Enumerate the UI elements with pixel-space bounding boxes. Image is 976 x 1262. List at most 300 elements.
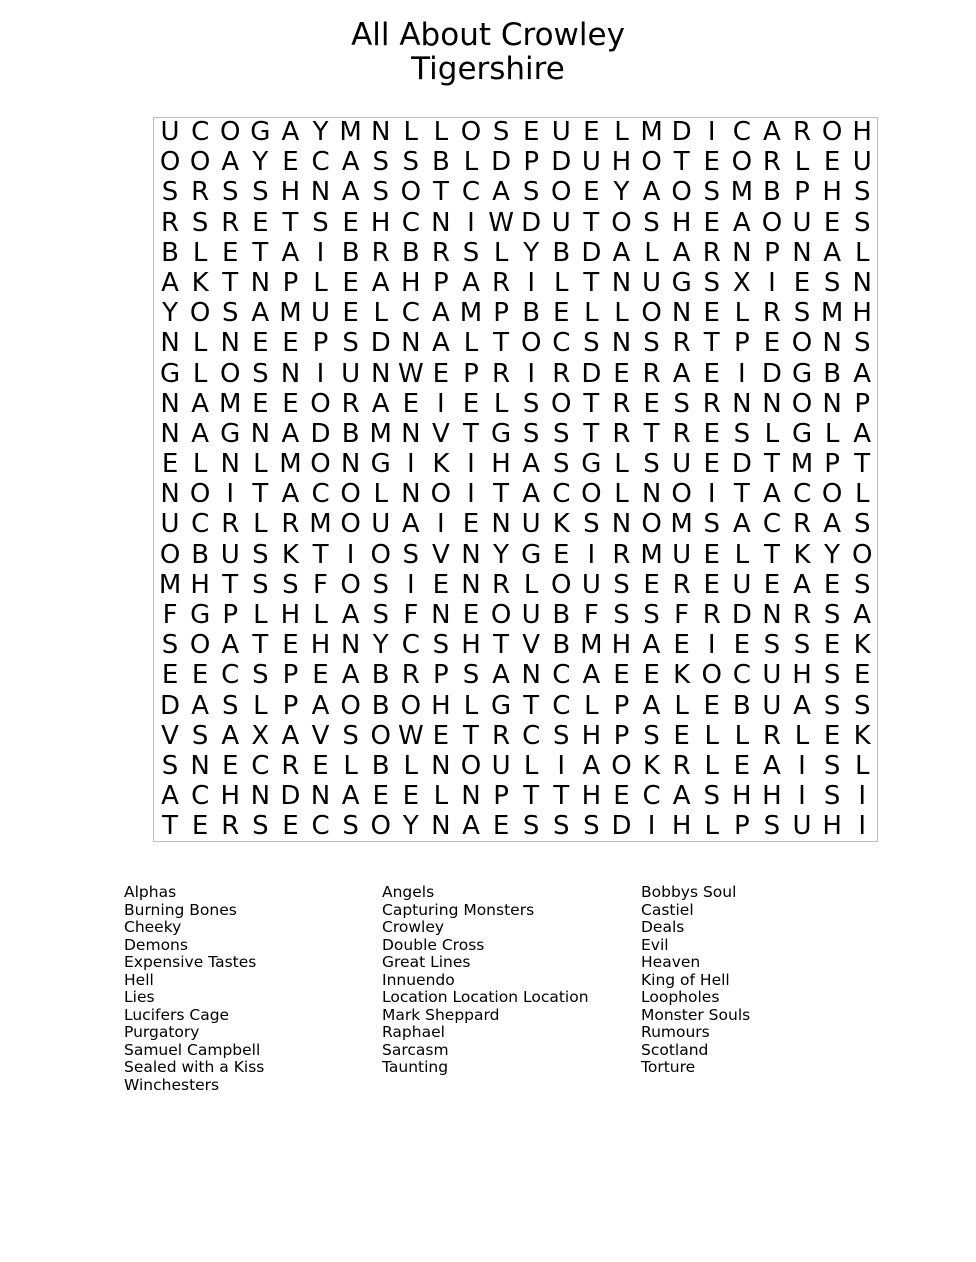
grid-letter: A — [582, 660, 601, 691]
grid-letter: A — [462, 811, 480, 842]
grid-letter: P — [282, 660, 299, 691]
grid-letter: L — [463, 690, 479, 721]
grid-letter: B — [552, 237, 571, 268]
grid-letter: L — [704, 720, 719, 751]
grid-letter: R — [612, 388, 631, 419]
grid-letter: D — [761, 358, 782, 389]
grid-letter: T — [673, 147, 690, 178]
grid-letter: A — [401, 509, 420, 540]
word-column-1 — [124, 884, 264, 1094]
grid-letter: A — [341, 600, 360, 630]
grid-letter: L — [493, 237, 509, 268]
grid-letter: N — [822, 328, 842, 359]
grid-letter: A — [221, 720, 240, 751]
grid-letter: E — [703, 539, 720, 570]
grid-letter: L — [493, 388, 509, 419]
grid-letter: E — [703, 147, 720, 178]
grid-letter: S — [252, 660, 269, 691]
grid-letter: U — [852, 147, 872, 178]
grid-letter: T — [854, 449, 871, 480]
grid-letter: E — [703, 298, 720, 329]
grid-letter: S — [522, 418, 540, 449]
grid-letter: K — [793, 539, 811, 570]
grid-letter: A — [763, 479, 781, 510]
grid-letter: L — [854, 479, 870, 510]
grid-letter: P — [613, 720, 630, 751]
grid-letter: R — [672, 569, 691, 600]
grid-letter: N — [431, 600, 451, 630]
grid-letter: S — [643, 600, 660, 630]
word-item: Capturing Monsters — [382, 900, 535, 919]
grid-letter: E — [793, 267, 811, 298]
grid-letter: L — [674, 690, 689, 721]
grid-letter: N — [310, 781, 331, 812]
grid-letter: H — [581, 781, 602, 812]
grid-letter: S — [553, 811, 570, 842]
grid-letter: M — [339, 117, 362, 147]
word-item: Mark Sheppard — [382, 1005, 500, 1024]
grid-letter: I — [406, 449, 415, 480]
grid-letter: N — [340, 449, 361, 480]
grid-letter: B — [401, 237, 420, 268]
grid-letter: E — [161, 449, 179, 480]
word-item: Torture — [641, 1058, 696, 1076]
grid-letter: O — [761, 207, 783, 238]
word-item: Scotland — [641, 1040, 709, 1059]
grid-letter: G — [491, 690, 512, 721]
grid-letter: E — [312, 660, 329, 691]
grid-letter: A — [732, 509, 751, 540]
word-item: Samuel Campbell — [124, 1040, 261, 1059]
grid-letter: A — [853, 418, 872, 449]
grid-letter: A — [341, 177, 360, 208]
grid-letter: C — [792, 479, 812, 510]
grid-letter: C — [642, 781, 661, 812]
grid-letter: E — [613, 781, 630, 812]
grid-letter: C — [401, 207, 420, 238]
grid-letter: P — [282, 690, 299, 721]
grid-letter: O — [189, 479, 211, 510]
grid-letter: T — [523, 781, 540, 812]
grid-letter: S — [823, 660, 841, 691]
grid-letter: T — [733, 479, 750, 510]
grid-letter: S — [372, 147, 389, 178]
grid-letter: E — [372, 781, 389, 812]
grid-letter: N — [732, 237, 752, 268]
grid-letter: N — [641, 479, 662, 510]
grid-letter: E — [432, 720, 450, 751]
grid-letter: E — [643, 388, 660, 419]
grid-letter: A — [732, 207, 751, 238]
grid-letter: O — [340, 509, 361, 540]
grid-letter: D — [671, 117, 692, 147]
grid-letter: O — [671, 479, 692, 510]
word-item: Loopholes — [641, 988, 720, 1006]
grid-letter: E — [342, 267, 359, 298]
grid-letter: A — [431, 328, 450, 359]
grid-letter: E — [763, 569, 781, 600]
grid-letter: D — [160, 690, 181, 721]
grid-letter: I — [226, 479, 235, 510]
word-item: Demons — [124, 935, 188, 954]
grid-letter: A — [431, 298, 450, 329]
grid-letter: R — [672, 418, 691, 449]
grid-letter: F — [162, 600, 178, 630]
grid-letter: L — [192, 358, 208, 389]
grid-letter: S — [553, 720, 570, 751]
grid-letter: O — [400, 177, 422, 208]
grid-letter: C — [191, 781, 210, 812]
grid-letter: U — [792, 207, 812, 238]
grid-letter: L — [554, 267, 569, 298]
grid-letter: E — [823, 207, 841, 238]
grid-letter: S — [853, 177, 871, 208]
grid-letter: L — [343, 750, 358, 781]
grid-letter: L — [463, 147, 479, 178]
grid-letter: I — [467, 207, 475, 238]
grid-letter: E — [703, 418, 720, 449]
grid-letter: B — [522, 298, 541, 329]
title-line-1: All About Crowley — [351, 17, 625, 53]
grid-letter: S — [252, 811, 269, 842]
grid-letter: R — [221, 811, 240, 842]
word-column-3 — [641, 884, 750, 1077]
grid-letter: L — [704, 811, 719, 842]
grid-letter: N — [491, 509, 511, 540]
word-item: Crowley — [382, 918, 445, 936]
grid-letter: P — [433, 267, 449, 298]
grid-letter: P — [312, 328, 329, 359]
word-item: Location Location Location — [382, 988, 589, 1006]
grid-letter: G — [190, 600, 211, 630]
grid-letter: E — [462, 509, 480, 540]
grid-letter: C — [311, 147, 330, 178]
grid-letter: S — [252, 177, 269, 208]
grid-letter: A — [642, 630, 661, 661]
grid-letter: L — [794, 147, 810, 178]
grid-letter: R — [431, 237, 450, 268]
grid-letter: T — [583, 207, 600, 238]
grid-letter: E — [733, 630, 751, 661]
grid-letter: P — [282, 267, 299, 298]
grid-letter: R — [702, 237, 721, 268]
grid-letter: I — [406, 569, 415, 600]
grid-letter: I — [346, 539, 355, 570]
grid-letter: E — [252, 388, 269, 419]
grid-letter: L — [614, 298, 629, 329]
grid-letter: B — [371, 660, 390, 691]
grid-letter: C — [552, 479, 571, 510]
grid-letter: M — [158, 569, 182, 600]
grid-letter: A — [251, 298, 270, 329]
grid-letter: N — [732, 388, 752, 419]
grid-letter: C — [311, 811, 330, 842]
grid-letter: S — [161, 630, 179, 661]
grid-letter: O — [370, 539, 391, 570]
grid-letter: E — [823, 630, 841, 661]
grid-letter: T — [222, 267, 239, 298]
grid-letter: N — [370, 117, 391, 147]
grid-letter: E — [191, 811, 209, 842]
grid-letter: A — [642, 177, 661, 208]
grid-letter: S — [191, 207, 209, 238]
grid-letter: B — [161, 237, 179, 268]
grid-letter: O — [340, 569, 361, 600]
word-column-2 — [382, 884, 589, 1077]
grid-letter: A — [492, 660, 510, 691]
grid-letter: O — [189, 630, 211, 661]
grid-letter: O — [460, 117, 482, 147]
word-item: Sarcasm — [382, 1040, 449, 1059]
grid-letter: C — [552, 660, 571, 691]
grid-letter: L — [192, 328, 208, 359]
grid-letter: N — [370, 358, 391, 389]
grid-letter: M — [640, 117, 663, 147]
grid-letter: S — [522, 811, 540, 842]
grid-letter: T — [493, 479, 510, 510]
grid-letter: S — [312, 207, 329, 238]
grid-letter: O — [220, 358, 241, 389]
grid-letter: L — [253, 449, 268, 480]
grid-letter: R — [672, 750, 691, 781]
grid-letter: R — [281, 750, 300, 781]
grid-letter: R — [492, 267, 511, 298]
grid-letter: T — [763, 449, 780, 480]
grid-letter: L — [584, 298, 599, 329]
grid-letter: N — [611, 328, 632, 359]
word-item: Lies — [124, 988, 155, 1006]
grid-letter: E — [222, 237, 239, 268]
grid-letter: E — [252, 207, 269, 238]
grid-letter: E — [342, 298, 359, 329]
grid-letter: L — [614, 117, 629, 147]
grid-letter: M — [219, 388, 242, 419]
grid-letter: I — [707, 479, 716, 510]
grid-letter: O — [641, 509, 662, 540]
grid-letter: A — [281, 237, 300, 268]
grid-letter: G — [791, 358, 813, 389]
grid-letter: F — [313, 569, 328, 600]
grid-letter: Y — [162, 298, 178, 329]
grid-letter: L — [584, 690, 599, 721]
grid-letter: A — [823, 509, 841, 540]
grid-letter: D — [731, 449, 752, 480]
grid-letter: N — [852, 267, 872, 298]
grid-letter: C — [401, 630, 420, 661]
grid-letter: L — [794, 720, 810, 751]
grid-letter: N — [250, 267, 271, 298]
grid-letter: E — [282, 630, 299, 661]
grid-letter: E — [282, 811, 299, 842]
grid-letter: V — [431, 418, 450, 449]
grid-letter: R — [281, 509, 300, 540]
grid-letter: P — [613, 690, 630, 721]
grid-letter: A — [221, 630, 240, 661]
grid-letter: E — [402, 388, 420, 419]
grid-letter: S — [643, 449, 660, 480]
grid-letter: R — [762, 720, 781, 751]
grid-letter: T — [493, 630, 510, 661]
grid-letter: S — [673, 388, 690, 419]
grid-letter: H — [852, 117, 872, 147]
grid-letter: C — [311, 479, 330, 510]
grid-letter: I — [798, 781, 806, 812]
grid-letter: M — [670, 509, 693, 540]
grid-letter: C — [251, 750, 270, 781]
grid-letter: S — [282, 569, 299, 600]
grid-letter: L — [523, 750, 539, 781]
grid-letter: L — [734, 539, 750, 570]
grid-letter: E — [643, 660, 660, 691]
grid-letter: I — [858, 811, 867, 842]
grid-letter: E — [673, 630, 690, 661]
word-item: Winchesters — [124, 1075, 220, 1094]
grid-letter: S — [342, 811, 359, 842]
grid-letter: B — [341, 418, 360, 449]
grid-letter: T — [523, 690, 540, 721]
grid-letter: I — [707, 630, 716, 661]
grid-letter: P — [733, 328, 750, 359]
grid-letter: B — [371, 750, 390, 781]
grid-letter: E — [613, 660, 630, 691]
grid-letter: R — [191, 177, 210, 208]
grid-letter: D — [731, 600, 752, 630]
grid-letter: H — [581, 720, 602, 751]
grid-letter: E — [703, 449, 720, 480]
word-item: Rumours — [641, 1023, 710, 1041]
grid-letter: O — [310, 388, 331, 419]
grid-letter: E — [312, 750, 329, 781]
grid-letter: D — [551, 147, 572, 178]
grid-letter: R — [492, 720, 511, 751]
grid-letter: B — [763, 177, 781, 208]
grid-letter: S — [161, 177, 179, 208]
grid-letter: H — [611, 630, 632, 661]
grid-letter: G — [521, 539, 542, 570]
grid-letter: L — [734, 720, 750, 751]
grid-letter: T — [432, 177, 449, 208]
grid-letter: O — [821, 479, 843, 510]
grid-letter: P — [794, 177, 810, 208]
grid-letter: I — [527, 358, 535, 389]
grid-letter: Y — [372, 630, 389, 661]
grid-letter: A — [161, 267, 179, 298]
grid-letter: M — [640, 539, 663, 570]
grid-letter: S — [583, 811, 600, 842]
grid-letter: L — [313, 600, 328, 630]
grid-letter: R — [221, 509, 240, 540]
word-item: Innuendo — [382, 970, 455, 989]
grid-letter: T — [282, 207, 299, 238]
grid-letter: N — [190, 750, 210, 781]
grid-letter: M — [279, 449, 302, 480]
grid-letter: N — [461, 539, 481, 570]
grid-letter: N — [671, 298, 692, 329]
grid-letter: L — [614, 479, 629, 510]
grid-letter: A — [161, 781, 179, 812]
grid-letter: A — [522, 449, 541, 480]
grid-letter: S — [703, 267, 720, 298]
grid-letter: O — [581, 479, 602, 510]
grid-letter: Y — [402, 811, 419, 842]
grid-letter: A — [853, 600, 872, 630]
grid-letter: U — [341, 358, 361, 389]
grid-letter: M — [309, 509, 332, 540]
grid-letter: C — [552, 690, 571, 721]
grid-letter: I — [858, 781, 867, 812]
grid-letter: U — [551, 207, 571, 238]
grid-letter: U — [732, 569, 752, 600]
grid-letter: S — [853, 569, 871, 600]
grid-letter: E — [823, 720, 841, 751]
grid-letter: T — [162, 811, 178, 842]
grid-letter: I — [587, 539, 596, 570]
grid-letter: O — [189, 298, 211, 329]
grid-letter: E — [763, 328, 781, 359]
grid-letter: U — [762, 660, 782, 691]
grid-letter: P — [493, 781, 509, 812]
grid-letter: O — [701, 660, 722, 691]
grid-letter: T — [463, 418, 479, 449]
grid-letter: U — [672, 449, 692, 480]
grid-letter: T — [312, 539, 329, 570]
grid-letter: C — [191, 509, 210, 540]
grid-letter: S — [613, 569, 630, 600]
grid-letter: G — [581, 449, 602, 480]
grid-letter: S — [252, 569, 269, 600]
grid-letter: O — [370, 720, 391, 751]
grid-letter: E — [432, 569, 450, 600]
grid-letter: R — [792, 509, 812, 540]
grid-letter: T — [252, 479, 269, 510]
grid-letter: R — [792, 117, 812, 147]
title-line-2: Tigershire — [411, 51, 565, 87]
grid-letter: S — [733, 418, 751, 449]
grid-letter: V — [431, 539, 450, 570]
grid-letter: S — [191, 720, 209, 751]
grid-letter: B — [371, 690, 390, 721]
grid-letter: U — [581, 147, 601, 178]
grid-letter: E — [553, 539, 570, 570]
grid-letter: L — [463, 328, 479, 359]
grid-letter: S — [643, 720, 660, 751]
grid-letter: N — [431, 207, 451, 238]
grid-letter: E — [222, 750, 239, 781]
grid-letter: U — [491, 750, 511, 781]
grid-letter: D — [310, 418, 331, 449]
grid-letter: N — [160, 479, 180, 510]
grid-letter: S — [823, 781, 841, 812]
grid-letter: C — [221, 660, 240, 691]
grid-letter: E — [462, 388, 480, 419]
grid-letter: L — [523, 569, 539, 600]
grid-letter: E — [402, 781, 420, 812]
word-item: Sealed with a Kiss — [124, 1058, 265, 1076]
grid-letter: E — [733, 750, 751, 781]
grid-letter: S — [522, 177, 540, 208]
grid-letter: K — [552, 509, 570, 540]
grid-letter: T — [703, 328, 720, 359]
grid-letter: M — [369, 418, 392, 449]
grid-letter: N — [220, 449, 240, 480]
grid-letter: M — [730, 177, 754, 208]
grid-letter: F — [403, 600, 419, 630]
grid-letter: A — [341, 660, 360, 691]
grid-letter: S — [703, 509, 720, 540]
grid-letter: S — [402, 539, 420, 570]
grid-letter: L — [403, 750, 419, 781]
grid-letter: H — [220, 781, 241, 812]
